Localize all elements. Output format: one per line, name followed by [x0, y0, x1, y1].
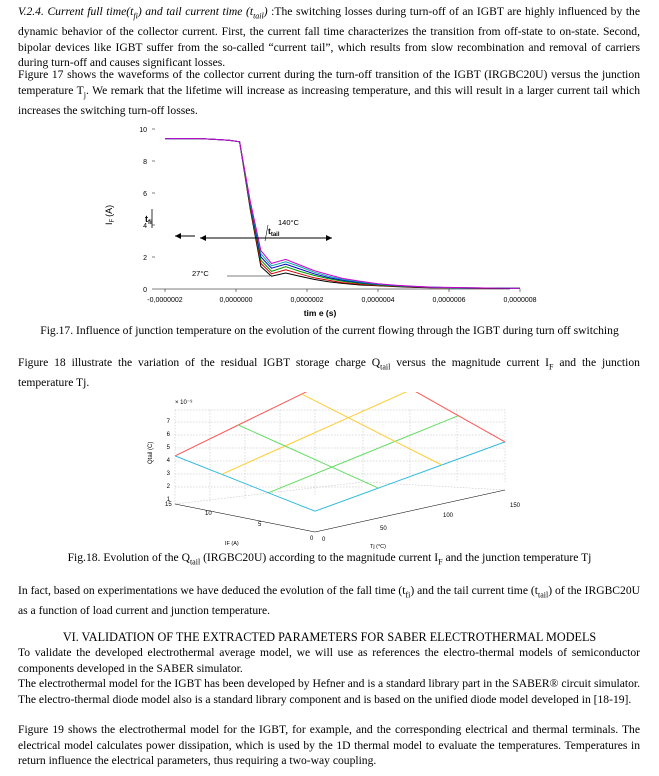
fig18-tj-ticks — [322, 503, 521, 543]
fig18-z-label: Qtail (C) — [148, 441, 154, 464]
fig17-series-group — [165, 139, 520, 289]
fig18-z-tick-label: 5 — [166, 445, 170, 451]
fig18-tj-label: Tj (°C) — [370, 544, 386, 550]
fig18-tj-tick-label: 100 — [443, 513, 454, 519]
fig17-series-line-1 — [165, 139, 520, 289]
fig17-y-tick-label: 6 — [143, 191, 147, 198]
fig17-arrowhead-left2 — [200, 235, 206, 241]
fig18-z-ticks — [167, 419, 171, 503]
fig18-zscale: × 10⁻⁹ — [175, 400, 193, 406]
fig17-annot-tfi: $t_{fi}$ — [145, 214, 152, 226]
fig17-y-tick-label: 8 — [143, 159, 147, 166]
fig18-intro-paragraph: Figure 18 illustrate the variation of the residual IGBT storage charge $Q_{tail}$ versus the magnitude current $I_F$ and the junction temperature Tj. — [18, 356, 640, 389]
fig17-y-tick-label: 2 — [143, 255, 147, 262]
section-v24-paragraph: V.2.4. Current full $time(t_{fi})$ and tail current time $(t_{tail})$ :The switching losses during turn-off of an IGBT are highly influenced by the dynamic behavior of the collector current. First, the current fall time characterizes the transition from off-state to on-state. Second, bipolar devices like IGBT suffer from the so-called “current tail”, which results from slow recombination and removal of carriers during turn-off and causes significant losses. — [18, 5, 640, 70]
fig18-if-tick-label: 0 — [310, 536, 314, 542]
fig17-annot-27: 27°C — [192, 269, 209, 278]
section-vi-p1: To validate the developed electrothermal average model, we will use as references the electro-thermal models of semiconductor components developed in the SABER simulator. — [18, 646, 640, 675]
fig17-intro-paragraph: Figure 17 shows the waveforms of the collector current during the turn-off transition of the IGBT (IRGBC20U) versus the junction temperature $T_j$. We remark that the lifetime will increase as increasing temperature, and this will result in a larger current tail which increases the switching turn-off losses. — [18, 68, 640, 117]
fig18-back-grid — [175, 410, 505, 504]
fig18-mesh-line-if — [175, 392, 365, 456]
fig17-annot-tail: $t_{tail}$ — [268, 226, 280, 238]
fig17-x-tick-label: 0,0000002 — [290, 297, 324, 304]
fig17-x-tick-label: 0,0000006 — [432, 297, 466, 304]
section-vi-p2: The electrothermal model for the IGBT has been developed by Hefner and is a standard library part in the SABER® circuit simulator. The electro-thermal diode model also is a standard library component and is based on the unified diode model developed in [18-19]. — [18, 677, 640, 706]
fig17-y-axis — [139, 127, 155, 294]
fig17-y-tick-label: 4 — [143, 223, 147, 230]
fig17-x-axis — [147, 289, 536, 304]
fig18-tj-tick-label: 0 — [322, 537, 326, 543]
fig17-y-tick-label: 0 — [143, 287, 147, 294]
fig18-caption: Fig.18. Evolution of the $Q_{tail}$ (IRGBC20U) according to the magnitude current $I_F$ and the junction temperature Tj — [67, 551, 592, 567]
fig17-series-line-6 — [165, 139, 520, 289]
fig17-x-tick-label: 0,0000008 — [503, 297, 537, 304]
fig17-arrowhead-left — [175, 233, 181, 239]
fall-time-paragraph: In fact, based on experimentations we have deduced the evolution of the fall time $(t_{fi})$ and the tail current time $(t_{tail})$ of the IRGBC20U as a function of load current and junction temperature. — [18, 584, 641, 617]
fig17-x-tick-label: 0,0000004 — [361, 297, 395, 304]
fig18-surface-plot — [130, 392, 530, 552]
fig17-arrowhead-right — [326, 235, 332, 241]
fig17-series-line-2 — [165, 139, 520, 289]
fig18-tj-tick-label: 150 — [510, 503, 521, 509]
section-v24-heading: V.2.4. Current full time(t — [18, 5, 134, 18]
fig18-z-tick-label: 1 — [166, 497, 170, 503]
fig18-z-tick-label: 3 — [166, 471, 170, 477]
fig18-z-tick-label: 7 — [166, 419, 170, 425]
fig18-if-tick-label: 5 — [258, 522, 262, 528]
fig17-series-line-3 — [165, 139, 520, 289]
fig17-caption: Fig.17. Influence of junction temperature on the evolution of the current flowing through the IGBT during turn off switching — [40, 324, 619, 337]
fig17-x-tick-label: -0,0000002 — [147, 297, 183, 304]
section-vi-heading: VI. VALIDATION OF THE EXTRACTED PARAMETERS FOR SABER ELECTROTHERMAL MODELS — [62, 630, 597, 644]
fig18-z-tick-label: 2 — [166, 484, 170, 490]
fig18-if-ticks — [165, 502, 314, 542]
fig17-chart — [100, 113, 540, 321]
fig18-mesh-line-tj — [365, 392, 505, 442]
fig17-series-line-4 — [165, 139, 520, 289]
fig18-axes — [175, 490, 505, 532]
fig17-y-tick-label: 10 — [139, 127, 147, 134]
fig18-floor-grid — [175, 482, 505, 532]
fig18-tj-tick-label: 50 — [380, 526, 387, 532]
fig18-if-tick-label: 10 — [205, 511, 212, 517]
fig17-annot-140: 140°C — [278, 218, 299, 227]
fig18-if-tick-label: 15 — [165, 502, 172, 508]
fig18-z-tick-label: 4 — [166, 458, 170, 464]
section-vi-p3: Figure 19 shows the electrothermal model for the IGBT, for example, and the corresponding electrical and thermal terminals. The electrical model calculates power dissipation, which is used by the 1D thermal model to evaluate the temperatures. Temperatures in return influence the electrical parameters, thus requiring a two-way coupling. — [18, 723, 640, 768]
fig17-y-label: $I_F(A)$ — [104, 204, 116, 225]
fig18-if-label: IF (A) — [225, 541, 239, 547]
fig17-x-tick-label: 0,0000000 — [219, 297, 253, 304]
fig17-x-label: tim e (s) — [303, 308, 337, 318]
fig17-series-line-5 — [165, 139, 520, 289]
fig18-z-tick-label: 6 — [166, 432, 170, 438]
section-v24-text: :The switching losses during turn-off of an IGBT are highly influenced by the dynamic behavior of the collector current. First, the current fall time characterizes the transition from off-state to on-state. Second, bipolar devices like IGBT suffer from the so-called “current tail”, which results from slow recombination and removal of carriers during turn-off and causes significant losses. — [18, 5, 640, 70]
fig18-mesh-line-if — [222, 392, 412, 474]
